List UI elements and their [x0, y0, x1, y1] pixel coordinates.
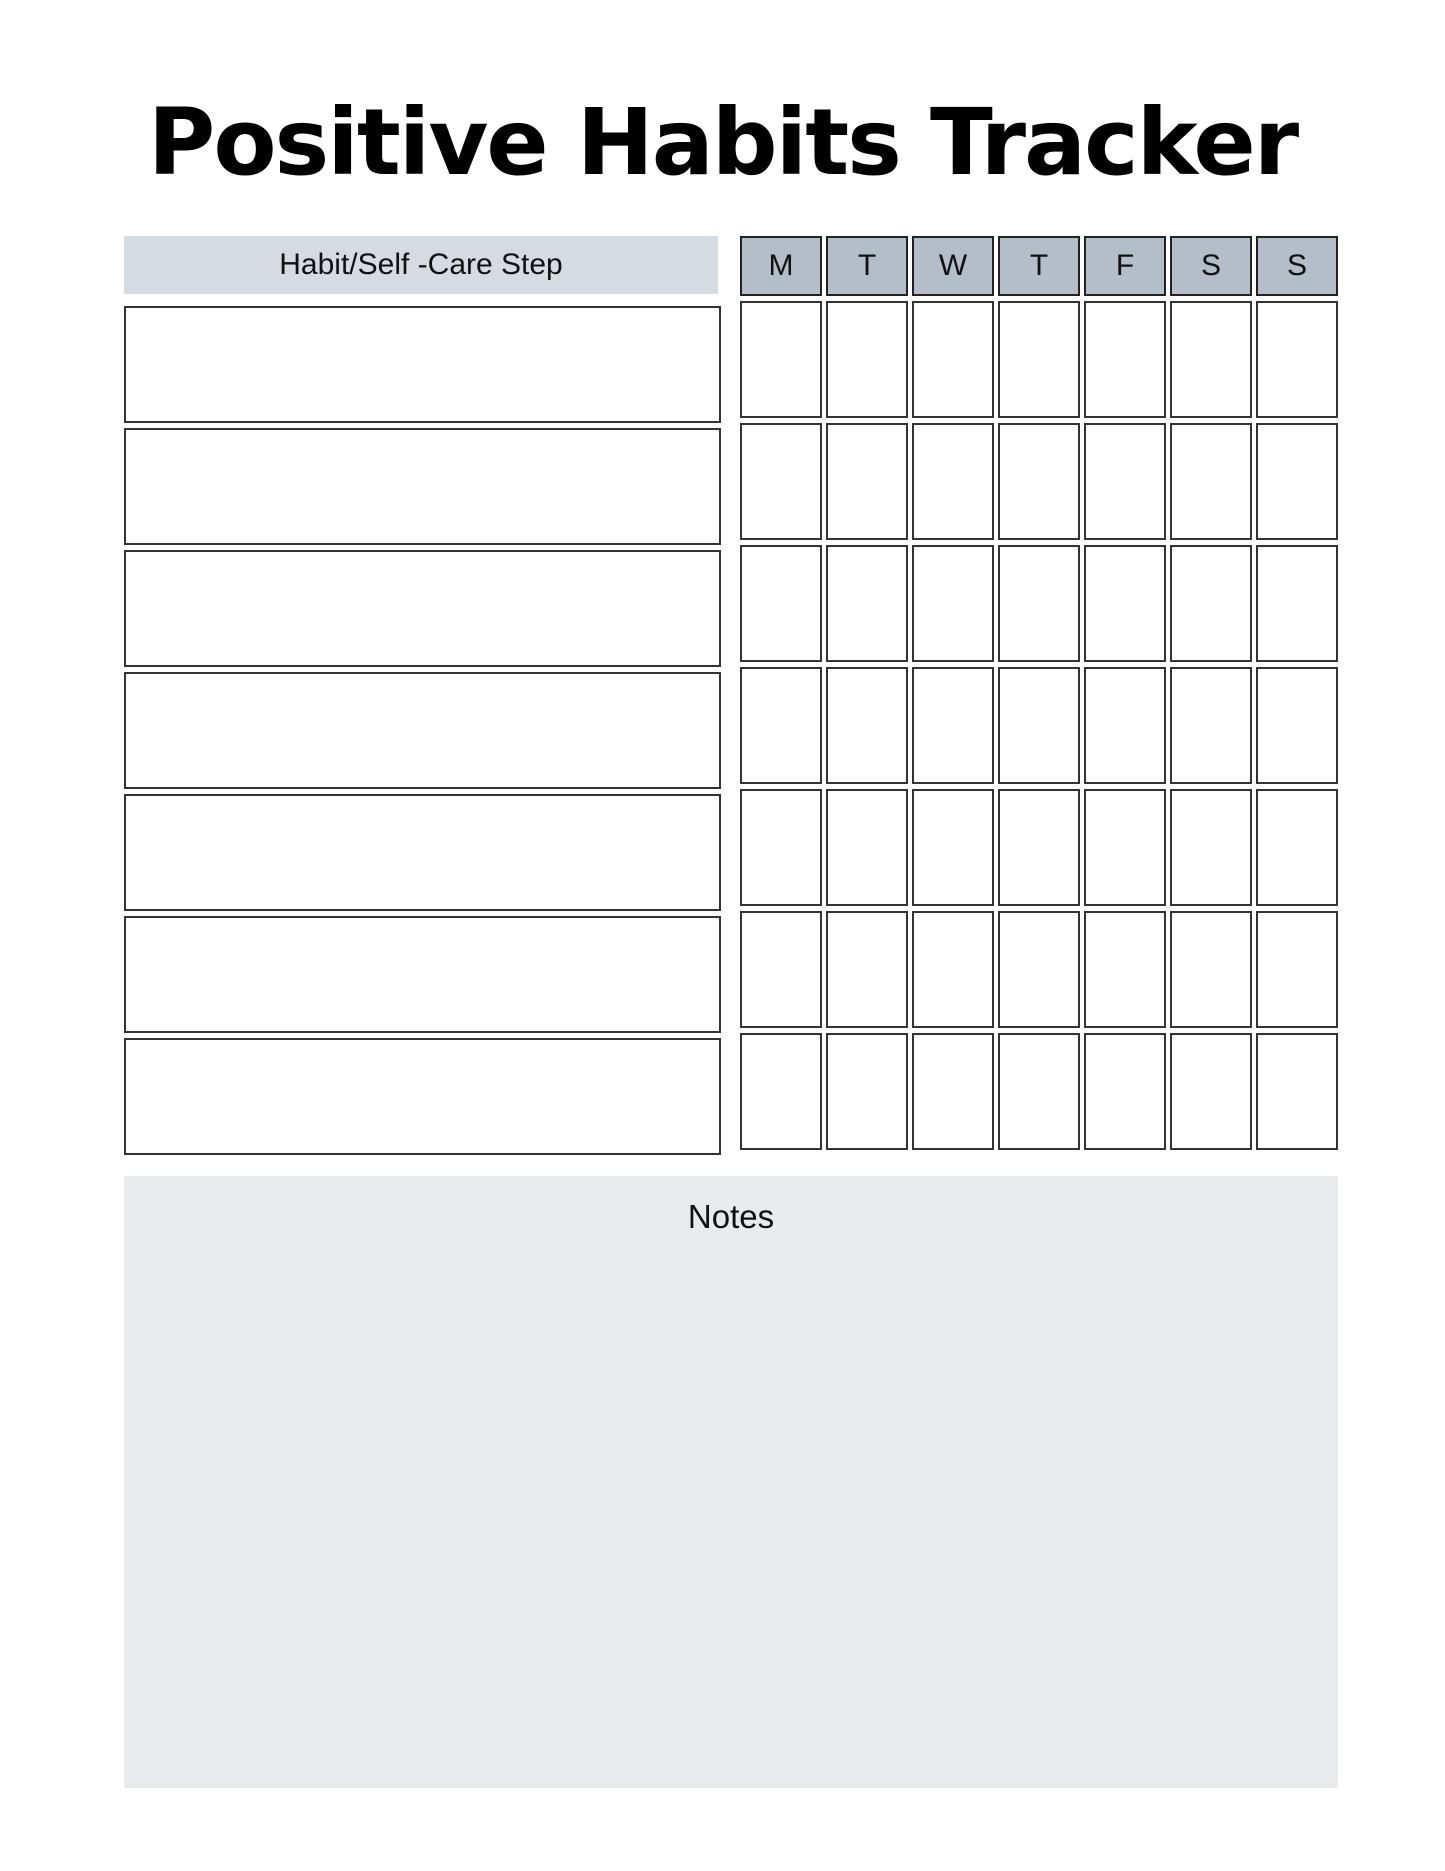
checkbox-tuesday[interactable]: [826, 789, 908, 906]
day-header-saturday: S: [1170, 236, 1252, 296]
checkbox-thursday[interactable]: [998, 301, 1080, 418]
checkbox-sunday[interactable]: [1256, 789, 1338, 906]
checkbox-sunday[interactable]: [1256, 911, 1338, 1028]
checkbox-monday[interactable]: [740, 545, 822, 662]
checkbox-sunday[interactable]: [1256, 545, 1338, 662]
day-header-sunday: S: [1256, 236, 1338, 296]
checkbox-wednesday[interactable]: [912, 1033, 994, 1150]
checkbox-sunday[interactable]: [1256, 423, 1338, 540]
checkbox-saturday[interactable]: [1170, 301, 1252, 418]
day-header-friday: F: [1084, 236, 1166, 296]
page-title: Positive Habits Tracker: [147, 89, 1298, 196]
checkbox-monday[interactable]: [740, 789, 822, 906]
checkbox-monday[interactable]: [740, 301, 822, 418]
checkbox-saturday[interactable]: [1170, 789, 1252, 906]
checkbox-sunday[interactable]: [1256, 1033, 1338, 1150]
checkbox-friday[interactable]: [1084, 545, 1166, 662]
checkbox-thursday[interactable]: [998, 1033, 1080, 1150]
checkbox-sunday[interactable]: [1256, 301, 1338, 418]
habit-entry-cell[interactable]: [124, 550, 721, 667]
checkbox-monday[interactable]: [740, 911, 822, 1028]
checkbox-thursday[interactable]: [998, 667, 1080, 784]
checkbox-friday[interactable]: [1084, 423, 1166, 540]
checkbox-friday[interactable]: [1084, 301, 1166, 418]
habit-entry-cell[interactable]: [124, 1038, 721, 1155]
checkbox-saturday[interactable]: [1170, 1033, 1252, 1150]
checkbox-tuesday[interactable]: [826, 667, 908, 784]
checkbox-thursday[interactable]: [998, 911, 1080, 1028]
checkbox-tuesday[interactable]: [826, 423, 908, 540]
day-header-tuesday: T: [826, 236, 908, 296]
checkbox-saturday[interactable]: [1170, 667, 1252, 784]
checkbox-friday[interactable]: [1084, 911, 1166, 1028]
checkbox-tuesday[interactable]: [826, 301, 908, 418]
notes-area[interactable]: [124, 1176, 1338, 1788]
checkbox-friday[interactable]: [1084, 1033, 1166, 1150]
checkbox-monday[interactable]: [740, 423, 822, 540]
checkbox-wednesday[interactable]: [912, 301, 994, 418]
habit-entry-cell[interactable]: [124, 794, 721, 911]
checkbox-monday[interactable]: [740, 667, 822, 784]
habit-entry-cell[interactable]: [124, 672, 721, 789]
checkbox-wednesday[interactable]: [912, 423, 994, 540]
checkbox-monday[interactable]: [740, 1033, 822, 1150]
habit-entry-cell[interactable]: [124, 916, 721, 1033]
habit-entry-cell[interactable]: [124, 428, 721, 545]
checkbox-saturday[interactable]: [1170, 423, 1252, 540]
checkbox-thursday[interactable]: [998, 545, 1080, 662]
habit-column-header-label: Habit/Self -Care Step: [279, 248, 563, 281]
checkbox-thursday[interactable]: [998, 423, 1080, 540]
checkbox-tuesday[interactable]: [826, 545, 908, 662]
checkbox-saturday[interactable]: [1170, 911, 1252, 1028]
habit-entry-cell[interactable]: [124, 306, 721, 423]
checkbox-friday[interactable]: [1084, 667, 1166, 784]
day-header-monday: M: [740, 236, 822, 296]
checkbox-wednesday[interactable]: [912, 789, 994, 906]
checkbox-tuesday[interactable]: [826, 1033, 908, 1150]
checkbox-sunday[interactable]: [1256, 667, 1338, 784]
habit-column-header: [124, 236, 718, 294]
day-header-thursday: T: [998, 236, 1080, 296]
checkbox-friday[interactable]: [1084, 789, 1166, 906]
checkbox-wednesday[interactable]: [912, 667, 994, 784]
day-header-wednesday: W: [912, 236, 994, 296]
notes-label: Notes: [687, 1198, 775, 1235]
checkbox-saturday[interactable]: [1170, 545, 1252, 662]
checkbox-wednesday[interactable]: [912, 545, 994, 662]
checkbox-tuesday[interactable]: [826, 911, 908, 1028]
checkbox-thursday[interactable]: [998, 789, 1080, 906]
checkbox-wednesday[interactable]: [912, 911, 994, 1028]
